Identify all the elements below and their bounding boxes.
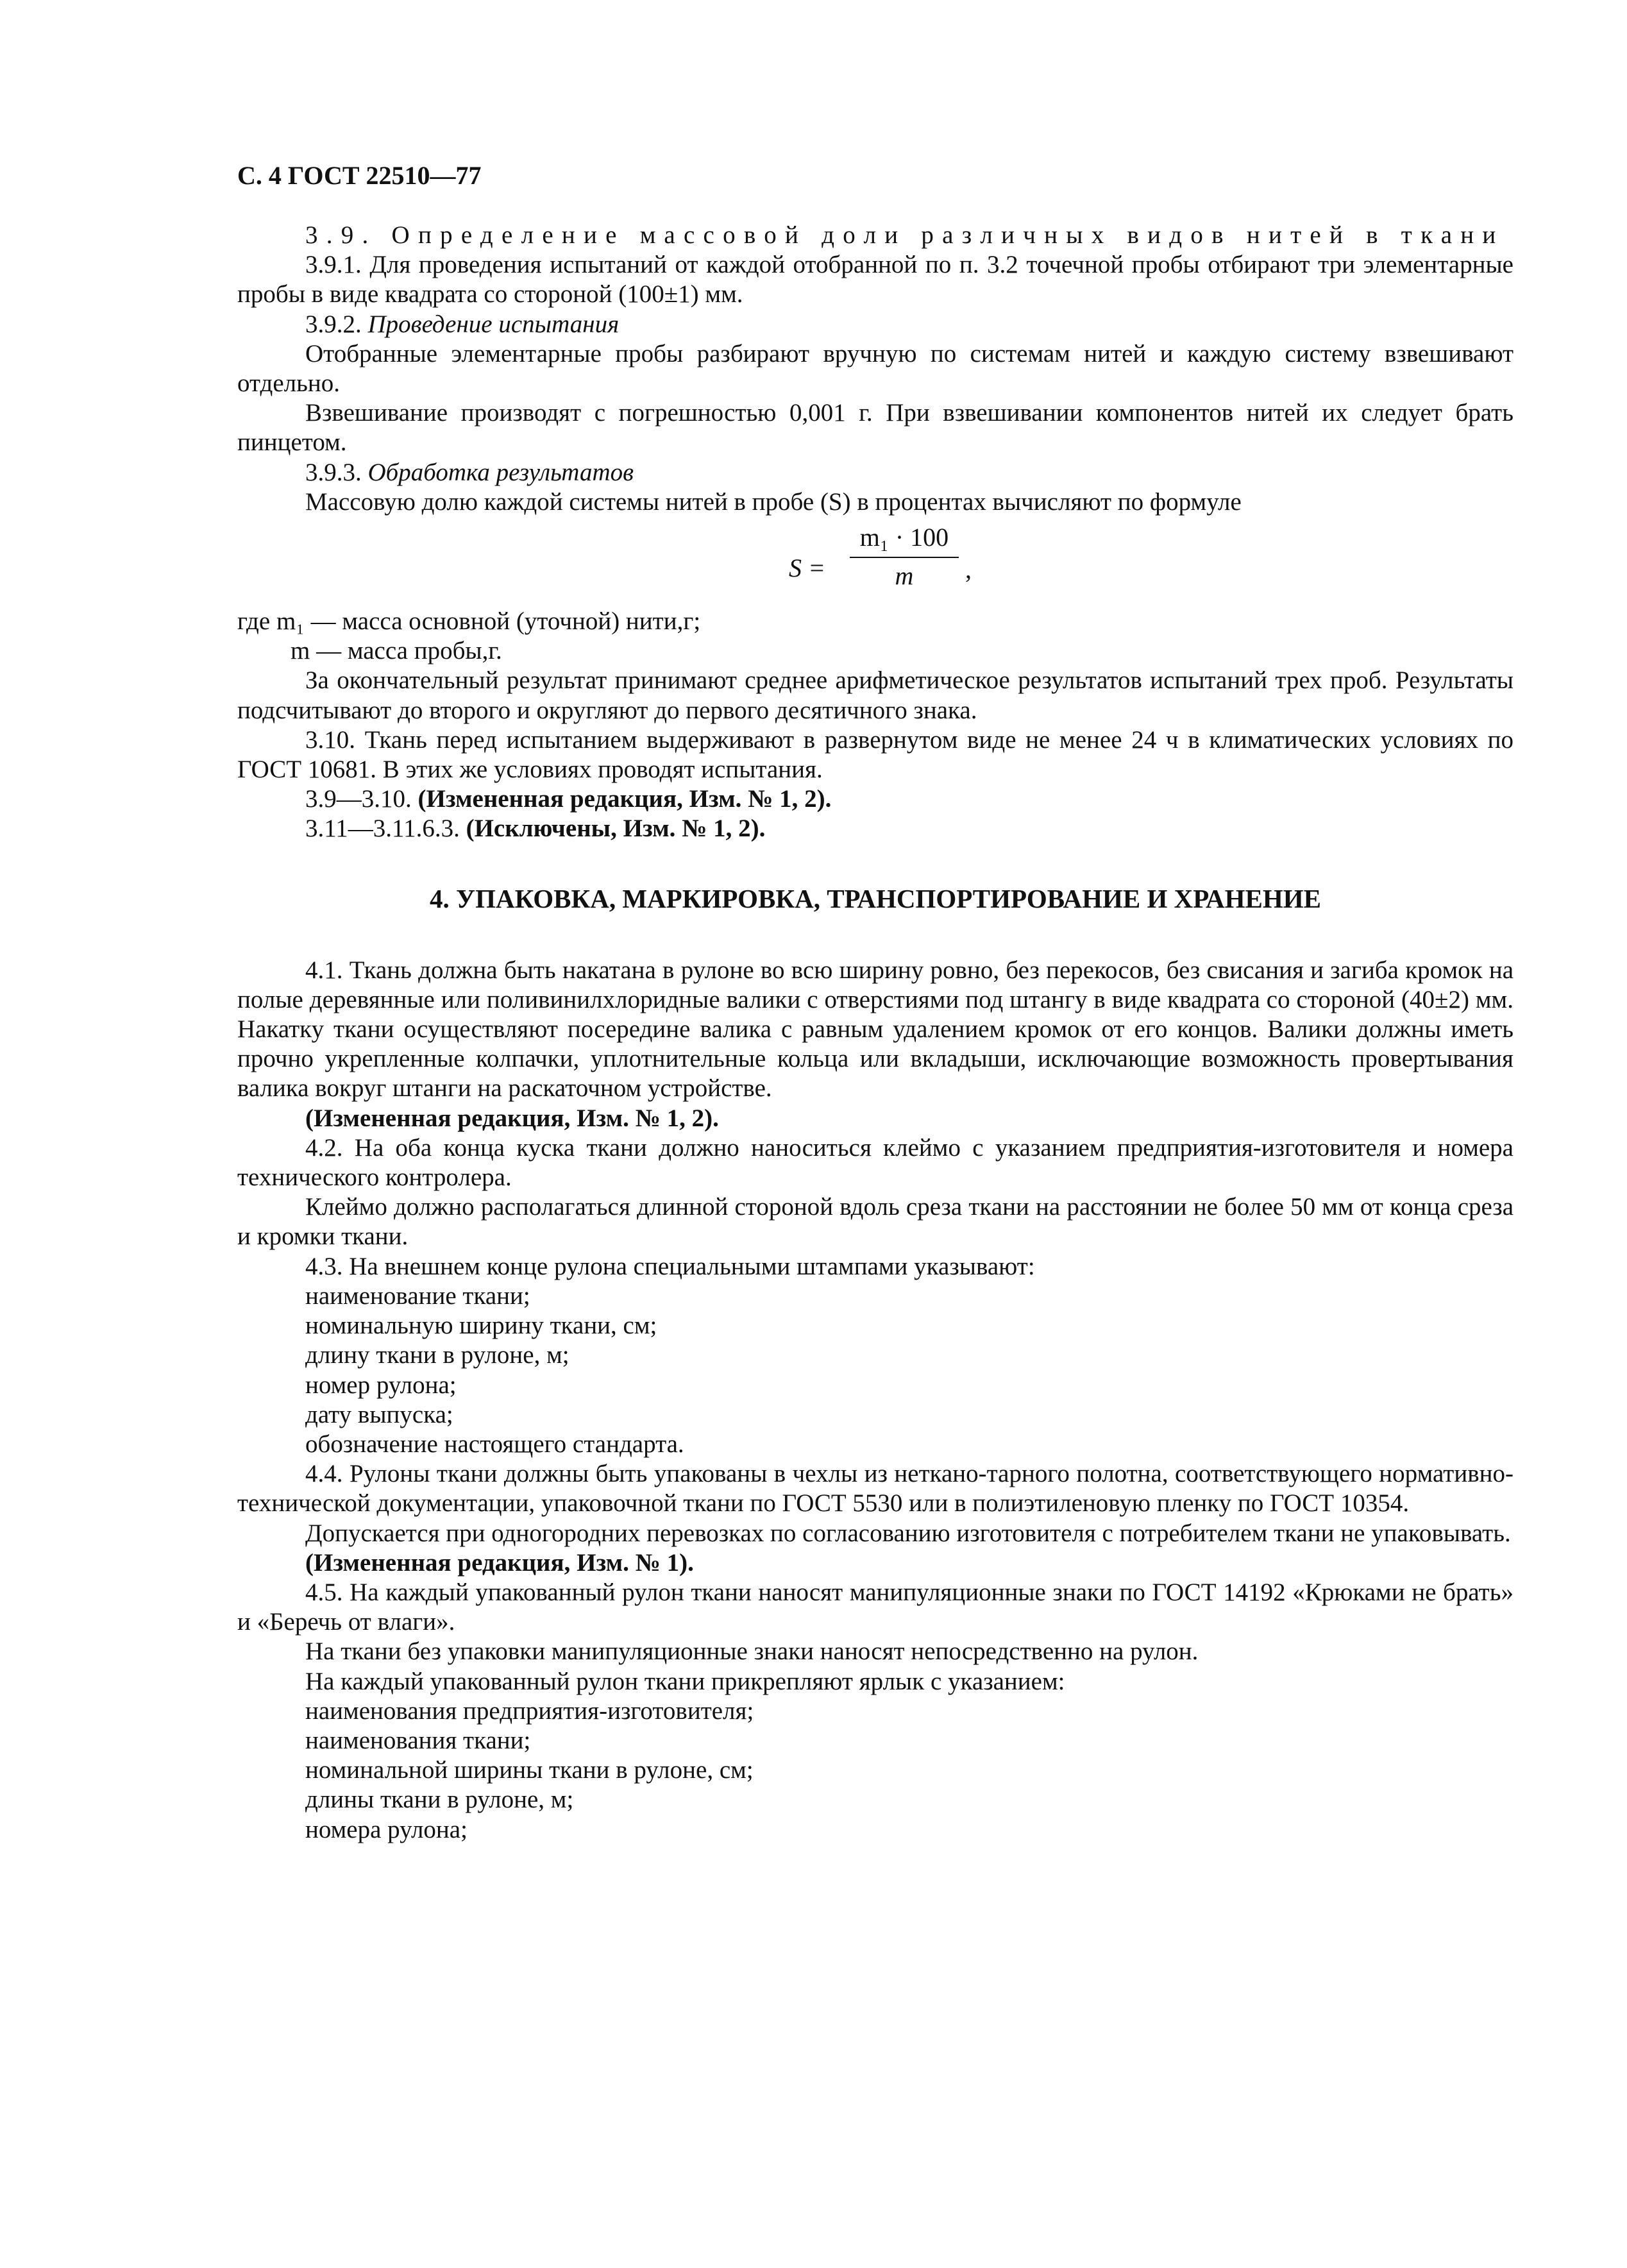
mass-fraction-formula bbox=[237, 517, 1513, 607]
clause-3-9-3-paragraph: Массовую долю каждой системы нитей в пробе (S) в процентах вычисляют по формуле bbox=[305, 487, 1242, 516]
result-paragraph: За окончательный результат принимают среднее арифметическое результатов испытаний трех проб. Результаты подсчитывают до второго и округляют до первого десятичного знака. bbox=[237, 666, 1513, 724]
amendment-3-9-3-10 bbox=[237, 784, 1513, 814]
list-item: наименования ткани; bbox=[305, 1726, 531, 1754]
list-item: дату выпуска; bbox=[305, 1400, 453, 1428]
legend-m: m — масса пробы,г. bbox=[291, 637, 502, 665]
section-4-title: 4. УПАКОВКА, МАРКИРОВКА, ТРАНСПОРТИРОВАНИЕ И ХРАНЕНИЕ bbox=[429, 883, 1322, 913]
clause-3-9-2-heading bbox=[237, 310, 1513, 339]
clause-4-3: 4.3. На внешнем конце рулона специальными штампами указывают: bbox=[305, 1252, 1035, 1280]
clause-3-9-1: 3.9.1. Для проведения испытаний от каждой отобранной по п. 3.2 точечной пробы отбирают три элементарные пробы в виде квадрата со стороной (100±1) мм. bbox=[237, 251, 1513, 309]
list-item: номер рулона; bbox=[305, 1371, 457, 1399]
clause-4-5-list bbox=[237, 1697, 1513, 1845]
clause-3-9-2-paragraph-b: Взвешивание производят с погрешностью 0,001 г. При взвешивании компонентов нитей их следует брать пинцетом. bbox=[237, 399, 1513, 457]
clause-4-2-paragraph-b: Клеймо должно располагаться длинной стороной вдоль среза ткани на расстоянии не более 50 мм от конца среза и кромки ткани. bbox=[237, 1193, 1513, 1251]
amendment-3-9-3-10-note: (Измененная редакция, Изм. № 1, 2). bbox=[417, 785, 832, 813]
list-item: номинальную ширину ткани, см; bbox=[305, 1312, 657, 1340]
clause-3-9-3-title: Обработка результатов bbox=[367, 458, 634, 486]
clause-4-2: 4.2. На оба конца куска ткани должно наноситься клеймо с указанием предприятия-изготовителя и номера технического контролера. bbox=[237, 1133, 1513, 1192]
formula-lhs: S = bbox=[789, 554, 825, 583]
list-item: номера рулона; bbox=[305, 1815, 468, 1843]
clause-4-4-amendment: (Измененная редакция, Изм. № 1). bbox=[305, 1548, 694, 1577]
amendment-3-11 bbox=[237, 814, 1513, 843]
clause-4-5-paragraph-b: На ткани без упаковки манипуляционные знаки наносят непосредственно на рулон. bbox=[305, 1638, 1199, 1666]
formula-numerator: m₁ · 100 bbox=[850, 522, 959, 558]
clause-4-5-paragraph-c: На каждый упакованный рулон ткани прикрепляют ярлык с указанием: bbox=[305, 1667, 1065, 1695]
clause-4-5: 4.5. На каждый упакованный рулон ткани наносят манипуляционные знаки по ГОСТ 14192 «Крюками не брать» и «Беречь от влаги». bbox=[237, 1578, 1513, 1636]
clause-4-3-list bbox=[237, 1282, 1513, 1459]
document-page bbox=[237, 160, 1513, 1845]
formula-fraction bbox=[850, 522, 959, 591]
clause-3-9-2-paragraph-a: Отобранные элементарные пробы разбирают вручную по системам нитей и каждую систему взвешивают отдельно. bbox=[237, 339, 1513, 398]
list-item: обозначение настоящего стандарта. bbox=[305, 1430, 684, 1458]
clause-3-9-3-number: 3.9.3. bbox=[305, 458, 362, 486]
clause-4-4-paragraph-b: Допускается при одногородних перевозках по согласованию изготовителя с потребителем ткани не упаковывать. bbox=[305, 1519, 1511, 1547]
clause-4-1: 4.1. Ткань должна быть накатана в рулоне во всю ширину ровно, без перекосов, без свисания и загиба кромок на полые деревянные или поливинилхлоридные валики с отверстиями под штангу в виде квадрата со стороной (40±2) мм. Накатку ткани осуществляют посередине валика с равным удалением кромок от его концов. Валики должны иметь прочно укрепленные колпачки, уплотнительные кольца или вкладыши, исключающие возможность провертывания валика вокруг штанги на раскаточном устройстве. bbox=[237, 956, 1513, 1103]
list-item: номинальной ширины ткани в рулоне, см; bbox=[305, 1756, 754, 1784]
list-item: наименования предприятия-изготовителя; bbox=[305, 1697, 754, 1725]
clause-3-9-3-heading bbox=[237, 458, 1513, 487]
clause-3-9-2-title: Проведение испытания bbox=[367, 310, 620, 338]
clause-4-4: 4.4. Рулоны ткани должны быть упакованы в чехлы из неткано-тарного полотна, соответствующего нормативно-технической документации, упаковочной ткани по ГОСТ 5530 или в полиэтиленовую пленку по ГОСТ 10354. bbox=[237, 1460, 1513, 1518]
formula-legend bbox=[237, 607, 1513, 666]
clause-3-9-2-number: 3.9.2. bbox=[305, 310, 362, 338]
clause-4-1-amendment: (Измененная редакция, Изм. № 1, 2). bbox=[305, 1104, 719, 1132]
amendment-3-9-3-10-number: 3.9—3.10. bbox=[305, 785, 412, 813]
amendment-3-11-number: 3.11—3.11.6.3. bbox=[305, 815, 460, 843]
amendment-3-11-note: (Исключены, Изм. № 1, 2). bbox=[466, 815, 766, 843]
legend-m1: где m₁ — масса основной (уточной) нити,г; bbox=[237, 607, 701, 636]
page-header: С. 4 ГОСТ 22510—77 bbox=[237, 161, 482, 190]
list-item: наименование ткани; bbox=[305, 1282, 530, 1310]
clause-3-10: 3.10. Ткань перед испытанием выдерживают в развернутом виде не менее 24 ч в климатических условиях по ГОСТ 10681. В этих же условиях проводят испытания. bbox=[237, 725, 1513, 784]
list-item: длину ткани в рулоне, м; bbox=[305, 1341, 569, 1369]
formula-trailing-comma: , bbox=[965, 555, 972, 584]
list-item: длины ткани в рулоне, м; bbox=[305, 1786, 574, 1814]
formula-denominator: m bbox=[895, 561, 914, 591]
clause-3-9-title: 3.9. Определение массовой доли различных видов нитей в ткани bbox=[305, 221, 1505, 249]
